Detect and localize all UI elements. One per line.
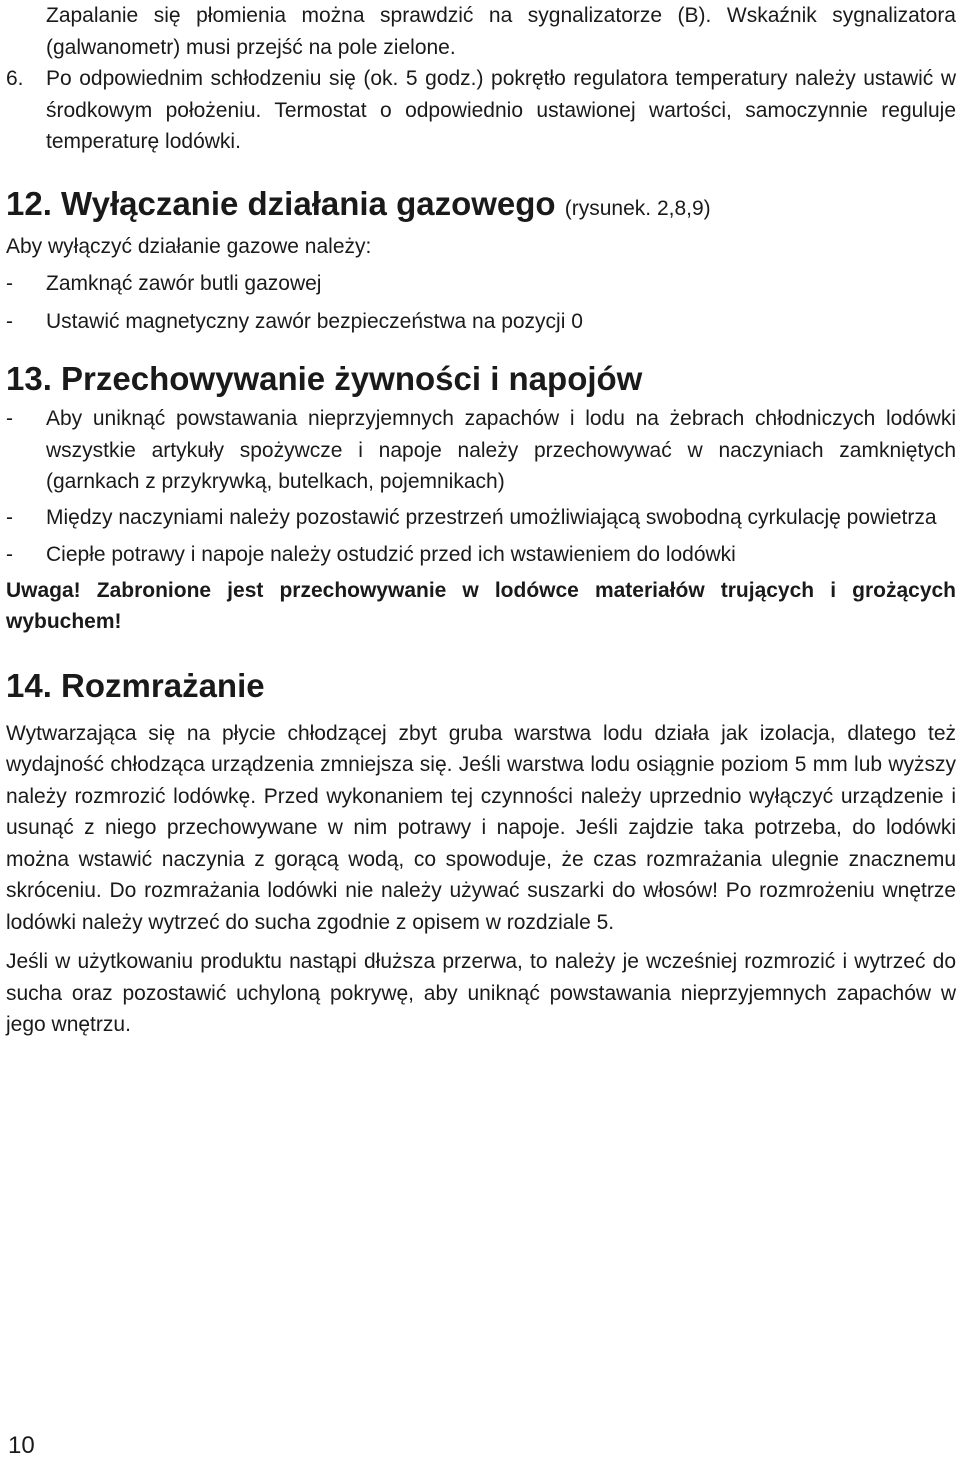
- section-12-subtitle: (rysunek. 2,8,9): [564, 196, 711, 220]
- list-item-text: Ciepłe potrawy i napoje należy ostudzić przed ich wstawieniem do lodówki: [46, 543, 736, 566]
- page-number: 10: [8, 1432, 35, 1459]
- list-item-text: Między naczyniami należy pozostawić przestrzeń umożliwiającą swobodną cyrkulację powietrza: [46, 505, 937, 529]
- list-item-text: Zamknąć zawór butli gazowej: [46, 272, 322, 295]
- list-item-text: Aby uniknąć powstawania nieprzyjemnych zapachów i lodu na żebrach chłodniczych lodówki wszystkie artykuły spożywcze i napoje należy przechowywać w naczyniach zamkniętych (garnkach z przykrywką, butelkach, pojemnikach): [46, 407, 956, 493]
- bullet-dash: -: [6, 505, 13, 529]
- list-item: [6, 306, 956, 338]
- section-13-title: 13. Przechowywanie żywności i napojów: [6, 360, 643, 397]
- step-number: 6.: [6, 67, 24, 90]
- section-12-intro: Aby wyłączyć działanie gazowe należy:: [6, 234, 372, 258]
- bullet-dash: -: [6, 543, 13, 566]
- section-12-title: 12. Wyłączanie działania gazowego: [6, 184, 556, 222]
- bullet-dash: -: [6, 309, 13, 333]
- page-content: [6, 0, 956, 1041]
- list-item: [6, 502, 956, 534]
- warning-text: Uwaga! Zabronione jest przechowywanie w lodówce materiałów trujących i grożących wybuchem!: [6, 578, 956, 633]
- list-item: [6, 403, 956, 498]
- section-12-heading: [6, 184, 956, 229]
- step-6: [6, 63, 956, 158]
- intro-paragraph: Zapalanie się płomienia można sprawdzić na sygnalizatorze (B). Wskaźnik sygnalizatora (galwanometr) musi przejść na pole zielone.: [46, 4, 956, 59]
- step-text: Po odpowiednim schłodzeniu się (ok. 5 godz.) pokrętło regulatora temperatury należy ustawić w środkowym położeniu. Termostat o odpowiednio ustawionej wartości, samoczynnie reguluje temperaturę lodówki.: [46, 67, 956, 153]
- section-14-paragraph-2: Jeśli w użytkowaniu produktu nastąpi dłuższa przerwa, to należy je wcześniej rozmrozić i wytrzeć do sucha oraz pozostawić uchyloną pokrywę, aby uniknąć powstawania nieprzyjemnych zapachów w jego wnętrzu.: [6, 950, 956, 1036]
- bullet-dash: -: [6, 272, 13, 295]
- bullet-dash: -: [6, 407, 13, 430]
- list-item-text: Ustawić magnetyczny zawór bezpieczeństwa na pozycji 0: [46, 309, 583, 333]
- section-14-paragraph-1: Wytwarzająca się na płycie chłodzącej zbyt gruba warstwa lodu działa jak izolacja, dlatego też wydajność chłodząca urządzenia zmniejsza się. Jeśli warstwa lodu osiągnie poziom 5 mm lub wyższy należy rozmrozić lodówkę. Przed wykonaniem tej czynności należy uprzednio wyłączyć urządzenie i usunąć z niego przechowywane w nim potrawy i napoje. Jeśli zajdzie taka potrzeba, do lodówki można wstawić naczynia z gorącą wodą, co spowoduje, że czas rozmrażania ulegnie znacznemu skróceniu. Do rozmrażania lodówki nie należy używać suszarki do włosów! Po rozmrożeniu wnętrze lodówki należy wytrzeć do sucha zgodnie z opisem w rozdziale 5.: [6, 721, 956, 934]
- section-14-title: 14. Rozmrażanie: [6, 666, 265, 704]
- list-item: [6, 539, 956, 571]
- list-item: [6, 268, 956, 300]
